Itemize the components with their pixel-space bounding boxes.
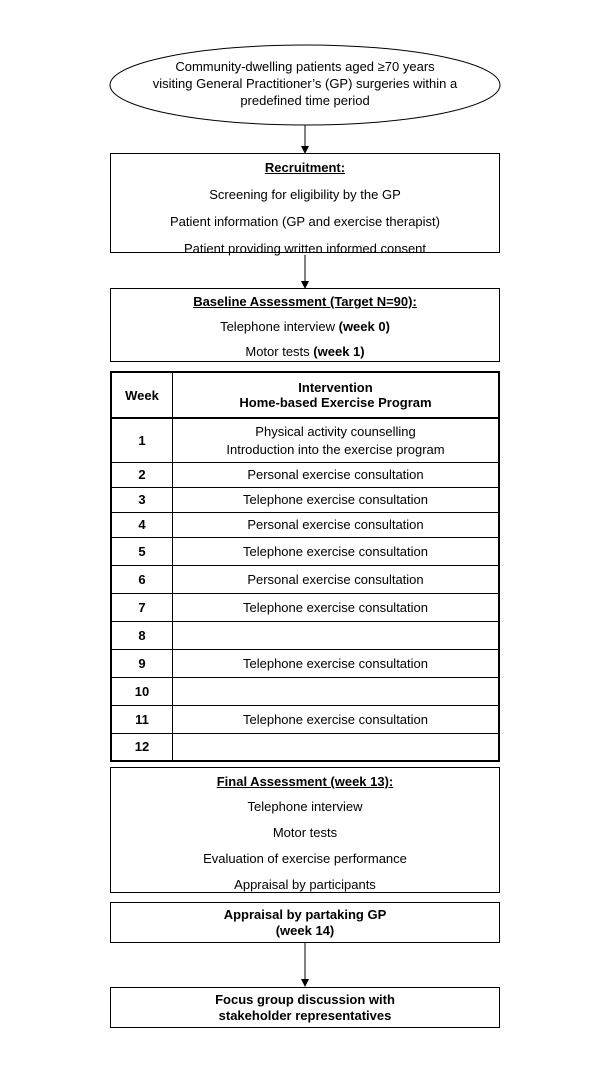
- recruitment-line: Patient information (GP and exercise therapist): [169, 214, 440, 229]
- population-line: Community-dwelling patients aged ≥70 years: [175, 59, 435, 74]
- intervention-text: Telephone exercise consultation: [242, 711, 428, 727]
- baseline-title: Baseline Assessment (Target N=90):: [193, 294, 417, 309]
- intervention-text: Personal exercise consultation: [247, 517, 424, 532]
- header-intervention: [173, 372, 500, 418]
- table-row: [111, 462, 499, 487]
- week-number: 6: [111, 565, 173, 593]
- table-row: [111, 677, 499, 705]
- gp-appraisal-box: [110, 902, 500, 943]
- intervention-cell: [173, 487, 500, 512]
- table-row: [111, 649, 499, 677]
- intervention-cell: [173, 621, 500, 649]
- gp-appraisal-line: (week 14): [275, 923, 335, 938]
- baseline-box: [110, 288, 500, 362]
- week-number: 12: [111, 733, 173, 761]
- table-row: [111, 733, 499, 761]
- week-number: 9: [111, 649, 173, 677]
- table-row: [111, 537, 499, 565]
- intervention-cell: [173, 593, 500, 621]
- intervention-cell: [173, 705, 500, 733]
- table-row: [111, 705, 499, 733]
- intervention-cell: [173, 677, 500, 705]
- table-row: [111, 487, 499, 512]
- week-number: 5: [111, 537, 173, 565]
- intervention-text: Introduction into the exercise program: [226, 441, 445, 457]
- baseline-row-text: Motor tests: [245, 344, 314, 359]
- week-number: 1: [111, 418, 173, 462]
- table-row: [111, 565, 499, 593]
- recruitment-line: Patient providing written informed consent: [183, 241, 427, 256]
- intervention-cell: [173, 462, 500, 487]
- baseline-row-text: Telephone interview: [220, 319, 339, 334]
- week-number: 2: [111, 462, 173, 487]
- intervention-text: Personal exercise consultation: [247, 571, 424, 587]
- baseline-row: [111, 319, 499, 335]
- intervention-cell: [173, 649, 500, 677]
- intervention-text: Physical activity counselling: [255, 423, 416, 439]
- baseline-row-week: (week 1): [313, 344, 365, 359]
- final-assessment-box: [110, 767, 500, 893]
- header-week: Week: [111, 372, 173, 418]
- week-number: 11: [111, 705, 173, 733]
- final-line: Evaluation of exercise performance: [203, 851, 407, 866]
- recruitment-line: Screening for eligibility by the GP: [209, 187, 401, 202]
- header-intervention-line: Intervention: [298, 380, 373, 395]
- population-text: [115, 58, 495, 109]
- header-intervention-line: Home-based Exercise Program: [239, 395, 432, 410]
- table-row: [111, 593, 499, 621]
- intervention-text: Telephone exercise consultation: [242, 655, 428, 671]
- exercise-program-table: [110, 371, 500, 762]
- intervention-text: Telephone exercise consultation: [242, 543, 428, 559]
- gp-appraisal-line: Appraisal by partaking GP: [223, 907, 387, 922]
- focus-group-line: Focus group discussion with: [215, 992, 395, 1007]
- focus-group-line: stakeholder representatives: [218, 1008, 392, 1023]
- week-number: 8: [111, 621, 173, 649]
- baseline-row-week: (week 0): [338, 319, 390, 334]
- table-header-row: [111, 372, 499, 418]
- final-line: Motor tests: [272, 825, 338, 840]
- baseline-row: [111, 344, 499, 360]
- final-line: Telephone interview: [247, 799, 363, 814]
- population-line: visiting General Practitioner’s (GP) surgeries within a: [152, 76, 458, 91]
- table-row: [111, 418, 499, 462]
- table-row: [111, 621, 499, 649]
- intervention-cell: [173, 512, 500, 537]
- week-number: 10: [111, 677, 173, 705]
- intervention-cell: [173, 733, 500, 761]
- population-line: predefined time period: [240, 93, 370, 108]
- intervention-text: Personal exercise consultation: [247, 467, 424, 482]
- recruitment-box: [110, 153, 500, 256]
- table-row: [111, 512, 499, 537]
- week-number: 3: [111, 487, 173, 512]
- focus-group-box: [110, 987, 500, 1028]
- intervention-cell: [173, 565, 500, 593]
- recruitment-title: Recruitment:: [264, 160, 346, 175]
- final-title: Final Assessment (week 13):: [216, 774, 394, 789]
- intervention-cell: [173, 418, 500, 462]
- final-line: Appraisal by participants: [234, 877, 376, 892]
- week-number: 4: [111, 512, 173, 537]
- intervention-cell: [173, 537, 500, 565]
- intervention-text: Telephone exercise consultation: [242, 492, 428, 507]
- intervention-text: Telephone exercise consultation: [242, 599, 428, 615]
- week-number: 7: [111, 593, 173, 621]
